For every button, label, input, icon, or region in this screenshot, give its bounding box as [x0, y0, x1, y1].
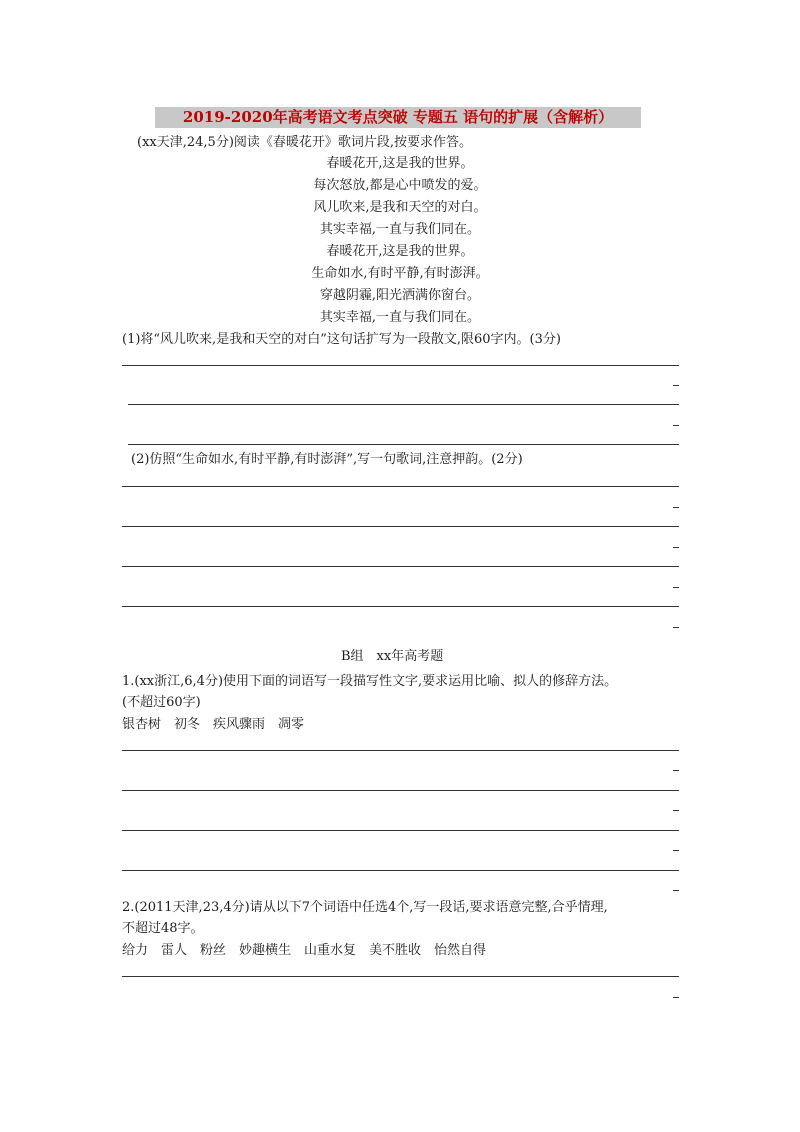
answer-line-mark — [673, 425, 679, 426]
answer-line-mark — [673, 587, 679, 588]
answer-line-mark — [673, 547, 679, 548]
answer-line[interactable] — [122, 830, 679, 831]
problem-2-text: 不超过48字。 — [122, 921, 204, 936]
problem-1-words: 银杏树 初冬 疾风骤雨 凋零 — [122, 717, 305, 732]
answer-line[interactable] — [122, 486, 679, 487]
problem-2-words: 给力 雷人 粉丝 妙趣横生 山重水复 美不胜收 怡然自得 — [122, 943, 487, 958]
poem-line: 春暖花开,这是我的世界。 — [326, 156, 474, 171]
answer-line[interactable] — [128, 444, 679, 445]
poem-line: 每次怒放,都是心中喷发的爱。 — [313, 178, 487, 193]
answer-line-mark — [673, 770, 679, 771]
problem-2-text: 2.(2011天津,23,4分)请从以下7个词语中任选4个,写一段话,要求语意完整,合乎情理, — [122, 900, 608, 915]
problem-1-text: (不超过60字) — [122, 695, 201, 710]
poem-line: 其实幸福,一直与我们同在。 — [319, 222, 481, 237]
answer-line[interactable] — [122, 365, 679, 366]
section-heading: B组 xx年高考题 — [341, 649, 444, 664]
answer-line[interactable] — [122, 976, 679, 977]
answer-line[interactable] — [122, 526, 679, 527]
answer-line-mark — [673, 507, 679, 508]
answer-line[interactable] — [122, 566, 679, 567]
answer-line-mark — [673, 810, 679, 811]
poem-line: 穿越阴霾,阳光洒满你窗台。 — [319, 288, 481, 303]
answer-line[interactable] — [122, 870, 679, 871]
answer-line-mark — [673, 850, 679, 851]
answer-line[interactable] — [122, 790, 679, 791]
answer-line[interactable] — [122, 606, 679, 607]
poem-line: 生命如水,有时平静,有时澎湃。 — [311, 266, 489, 281]
answer-line[interactable] — [122, 750, 679, 751]
intro-text: (xx天津,24,5分)阅读《春暖花开》歌词片段,按要求作答。 — [137, 135, 473, 150]
answer-line-mark — [673, 627, 679, 628]
page-title: 2019-2020年高考语文考点突破 专题五 语句的扩展（含解析） — [155, 107, 641, 128]
question-2: (2)仿照“生命如水,有时平静,有时澎湃”,写一句歌词,注意押韵。(2分) — [131, 452, 523, 467]
answer-line[interactable] — [128, 404, 679, 405]
poem-line: 春暖花开,这是我的世界。 — [326, 244, 474, 259]
answer-line-mark — [673, 997, 679, 998]
answer-line-mark — [673, 890, 679, 891]
question-1: (1)将“风儿吹来,是我和天空的对白”这句话扩写为一段散文,限60字内。(3分) — [122, 332, 561, 347]
answer-line-mark — [673, 385, 679, 386]
problem-1-text: 1.(xx浙江,6,4分)使用下面的词语写一段描写性文字,要求运用比喻、拟人的修辞方法。 — [122, 674, 618, 689]
poem-line: 风儿吹来,是我和天空的对白。 — [313, 200, 487, 215]
poem-line: 其实幸福,一直与我们同在。 — [319, 310, 481, 325]
